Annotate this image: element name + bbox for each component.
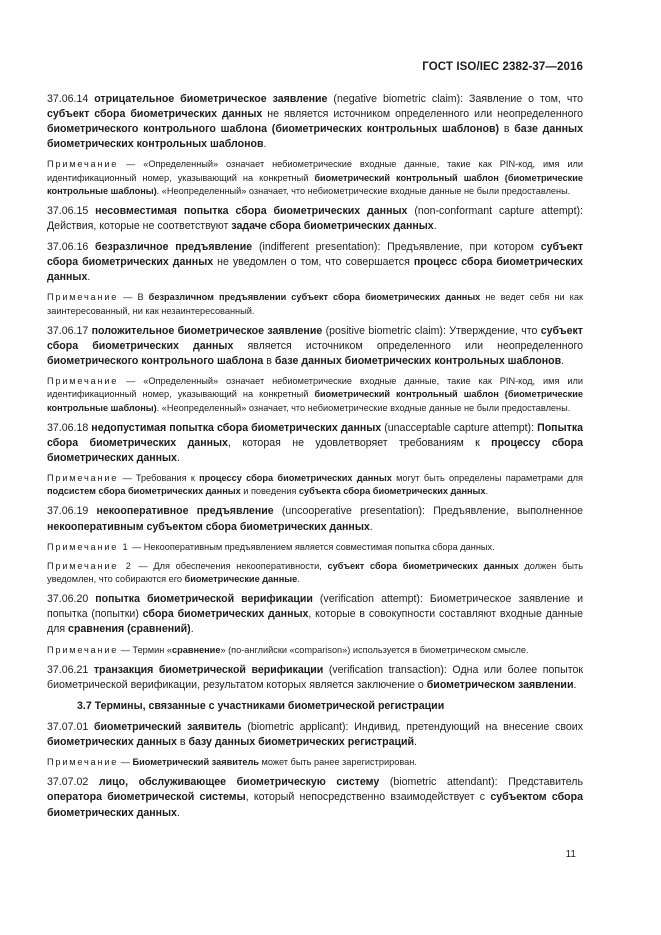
text-run: . xyxy=(297,574,300,585)
text-run: (verification transaction): Одна или более попыток биометрической верификации, результатом которых является заключение о xyxy=(47,663,584,691)
bold-term: базе данных биометрических контрольных шаблонов xyxy=(47,123,583,151)
text-run: может быть ранее зарегистрирован. xyxy=(258,757,417,768)
bold-term: биометрического контрольного шаблона xyxy=(47,355,264,368)
bold-term: биометрический контрольный шаблон (биометрические контрольные шаблоны) xyxy=(47,389,583,413)
bold-term: оператора биометрической системы xyxy=(47,791,246,804)
text-run: , которая не удовлетворяет требованиям к xyxy=(227,436,492,449)
text-run: — Некооперативным предъявлением является совместимая попытка сбора данных. xyxy=(129,541,495,552)
text-run: (unacceptable capture attempt): xyxy=(381,421,538,434)
bold-term: субъект сбора биометрических данных xyxy=(47,108,263,121)
term-paragraph xyxy=(47,421,583,466)
text-run: 37.06.19 xyxy=(47,505,97,518)
bold-term: биометрические данные xyxy=(184,574,298,585)
bold-term: субъект сбора биометрических данных xyxy=(47,241,584,269)
bold-term: субъект сбора биометрических данных xyxy=(47,324,583,352)
bold-term: Биометрический заявитель xyxy=(132,757,259,768)
bold-term: безразличном предъявлении субъект сбора биометрических данных xyxy=(148,292,481,303)
bold-term: некооперативным субъектом сбора биометрических данных xyxy=(47,520,370,533)
text-run: 37.06.17 xyxy=(47,324,92,337)
text-run: — «Определенный» означает небиометрические входные данные, такие как PIN-код, имя или идентификационный номер, указывающий на конкретный xyxy=(47,159,583,183)
text-run: в xyxy=(263,355,275,368)
text-run: . xyxy=(369,520,373,533)
note-paragraph xyxy=(47,644,583,657)
bold-term: базу данных биометрических регистраций xyxy=(188,736,415,749)
text-run: (negative biometric claim): Заявление о том, что xyxy=(327,93,583,105)
text-run: (positive biometric claim): Утверждение, что xyxy=(322,324,541,337)
text-run: является источником определенного или неопределенного xyxy=(233,339,583,352)
note-label: Примечание xyxy=(47,292,119,303)
note-paragraph xyxy=(47,472,583,498)
text-run: . xyxy=(176,806,180,819)
bold-term: биометрический заявитель xyxy=(94,721,242,733)
note-label: Примечание xyxy=(47,376,119,387)
text-run: . «Неопределенный» означает, что небиометрические входные данные не были предоставлены. xyxy=(156,402,571,413)
text-run: . xyxy=(433,220,437,233)
text-run: — Требования к xyxy=(118,473,200,484)
bold-term: несовместимая попытка сбора биометрических данных xyxy=(95,204,408,217)
bold-term: задаче сбора биометрических данных xyxy=(231,220,434,233)
text-run: . xyxy=(573,678,577,691)
note-paragraph xyxy=(47,756,583,769)
note-label: Примечание 2 xyxy=(47,560,133,571)
text-run: должен быть уведомлен, что собираются его xyxy=(47,560,583,585)
bold-term: недопустимая попытка сбора биометрических данных xyxy=(91,421,382,434)
bold-term: Попытка сбора биометрических данных xyxy=(47,421,584,449)
bold-term: субъект сбора биометрических данных xyxy=(327,560,519,571)
text-run: 37.06.20 xyxy=(47,593,96,606)
bold-term: 3.7 Термины, связанные с участниками биометрической регистрации xyxy=(77,699,445,712)
text-run: . xyxy=(485,486,489,497)
text-run: в xyxy=(499,123,515,136)
term-paragraph xyxy=(47,240,583,285)
text-run: 37.07.02 xyxy=(47,776,99,789)
text-run: . xyxy=(263,138,267,151)
bold-term: субъектом сбора биометрических данных xyxy=(47,791,583,819)
text-run: не является источником определенного или неопределенного xyxy=(262,108,583,121)
text-run: — В xyxy=(118,292,149,303)
term-paragraph xyxy=(47,663,583,693)
bold-term: биометрических данных xyxy=(47,736,177,749)
note-label: Примечание xyxy=(47,473,119,484)
bold-term: процессу сбора биометрических данных xyxy=(47,436,583,464)
bold-term: подсистем сбора биометрических данных xyxy=(47,486,241,497)
bold-term: попытка биометрической верификации xyxy=(95,593,313,606)
bold-term: отрицательное биометрическое заявление xyxy=(94,93,328,105)
page-number: 11 xyxy=(565,849,576,860)
note-paragraph xyxy=(47,158,583,198)
text-run: . xyxy=(176,451,180,464)
note-label: Примечание xyxy=(47,644,119,655)
text-run: 37.06.18 xyxy=(47,421,92,434)
text-run: (biometric applicant): Индивид, претендующий на внесение своих xyxy=(241,721,583,733)
bold-term: сбора биометрических данных xyxy=(142,608,309,621)
text-run: . xyxy=(561,355,565,368)
text-run: — «Определенный» означает небиометрические входные данные, такие как PIN-код, имя или идентификационный номер, указывающий на конкретный xyxy=(47,376,583,400)
bold-term: базе данных биометрических контрольных шаблонов xyxy=(274,355,562,368)
bold-term: сравнение xyxy=(171,644,221,655)
text-run: (uncooperative presentation): Предъявление, выполненное xyxy=(273,505,583,518)
text-run: в xyxy=(176,736,189,749)
term-paragraph xyxy=(47,324,583,369)
bold-term: лицо, обслуживающее биометрическую систему xyxy=(98,776,380,789)
text-run: (indifferent presentation): Предъявление, при котором xyxy=(252,241,541,254)
bold-term: биометрического контрольного шаблона (биометрических контрольных шаблонов) xyxy=(47,123,500,136)
text-run: — Для обеспечения некооперативности, xyxy=(132,560,328,571)
note-paragraph xyxy=(47,375,583,415)
standard-header: ГОСТ ISO/IEC 2382-37—2016 xyxy=(422,61,583,73)
text-run: — xyxy=(118,757,133,768)
bold-term: субъекта сбора биометрических данных xyxy=(298,486,486,497)
bold-term: транзакция биометрической верификации xyxy=(93,663,324,676)
text-run: . xyxy=(414,736,417,749)
bold-term: положительное биометрическое заявление xyxy=(91,324,323,337)
text-run: и поведения xyxy=(240,486,299,497)
bold-term: процесс сбора биометрических данных xyxy=(47,256,583,284)
text-run: . xyxy=(87,271,91,284)
text-run: — Термин « xyxy=(118,644,172,655)
note-paragraph xyxy=(47,541,583,554)
text-run: , который непосредственно взаимодействует с xyxy=(245,791,491,804)
term-paragraph xyxy=(47,504,583,534)
text-run: 37.06.15 xyxy=(47,204,96,217)
text-run: , которые в совокупности составляют входные данные для xyxy=(47,608,583,636)
text-run: . xyxy=(190,623,194,636)
note-label: Примечание xyxy=(47,757,119,768)
note-paragraph xyxy=(47,560,583,586)
text-run: » (по-английски «comparison») используется в биометрическом смысле. xyxy=(220,644,529,655)
bold-term: безразличное предъявление xyxy=(95,241,253,254)
section-heading xyxy=(77,699,583,714)
text-run: не уведомлен о том, что совершается xyxy=(213,256,414,269)
text-run: не ведет себя ни как заинтересованный, ни как незаинтересованный. xyxy=(47,292,583,316)
text-run: (biometric attendant): Представитель xyxy=(379,776,583,789)
text-run: (verification attempt): Биометрическое заявление и попытка (попытки) xyxy=(47,593,583,621)
text-run: могут быть определены параметрами для xyxy=(391,473,583,484)
term-paragraph xyxy=(47,775,583,820)
term-paragraph xyxy=(47,92,583,152)
bold-term: биометрическом заявлении xyxy=(426,678,574,691)
bold-term: некооперативное предъявление xyxy=(96,505,274,518)
text-run: 37.06.16 xyxy=(47,241,96,254)
note-label: Примечание xyxy=(47,159,119,170)
bold-term: сравнения (сравнений) xyxy=(68,623,191,636)
note-paragraph xyxy=(47,291,583,317)
term-paragraph xyxy=(47,592,583,637)
term-paragraph xyxy=(47,720,583,750)
term-paragraph xyxy=(47,204,583,234)
text-run: 37.07.01 xyxy=(47,721,94,733)
text-run: . «Неопределенный» означает, что небиометрические входные данные не были предоставлены. xyxy=(156,185,571,196)
document-body xyxy=(47,92,583,827)
text-run: 37.06.14 xyxy=(47,93,95,105)
bold-term: процессу сбора биометрических данных xyxy=(199,473,392,484)
bold-term: биометрический контрольный шаблон (биометрические контрольные шаблоны) xyxy=(47,172,583,196)
text-run: 37.06.21 xyxy=(47,663,94,676)
note-label: Примечание 1 xyxy=(47,541,130,552)
text-run: (non-conformant capture attempt): Действия, которые не соответствуют xyxy=(47,204,583,233)
